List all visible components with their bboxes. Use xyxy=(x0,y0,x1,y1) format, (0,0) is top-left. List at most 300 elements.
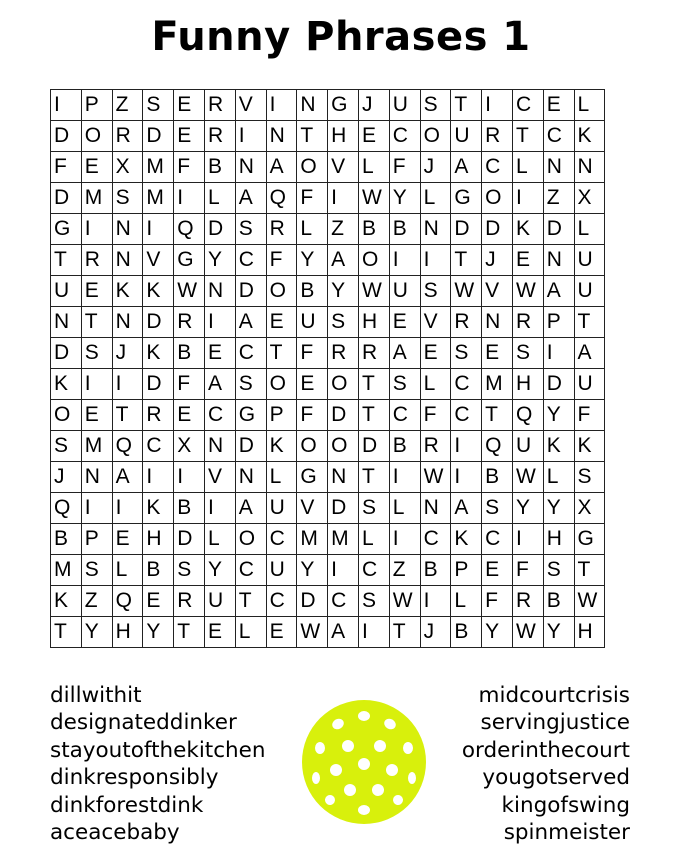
grid-cell: M xyxy=(297,524,328,555)
grid-cell: U xyxy=(574,245,605,276)
grid-cell: T xyxy=(574,555,605,586)
grid-cell: K xyxy=(543,431,574,462)
grid-cell: Y xyxy=(482,617,513,648)
word-list-item: stayoutofthekitchen xyxy=(50,737,266,763)
grid-cell: N xyxy=(543,152,574,183)
grid-cell: Q xyxy=(112,586,143,617)
grid-cell: E xyxy=(174,121,205,152)
grid-cell: R xyxy=(204,121,235,152)
grid-cell: K xyxy=(51,586,82,617)
grid-row xyxy=(51,586,605,617)
grid-cell: W xyxy=(358,183,389,214)
grid-cell: Z xyxy=(112,90,143,121)
grid-cell: J xyxy=(358,90,389,121)
grid-cell: E xyxy=(482,555,513,586)
grid-cell: M xyxy=(143,152,174,183)
grid-cell: I xyxy=(358,617,389,648)
grid-cell: I xyxy=(51,90,82,121)
grid-cell: B xyxy=(51,524,82,555)
grid-cell: N xyxy=(297,90,328,121)
grid-cell: H xyxy=(143,524,174,555)
grid-cell: W xyxy=(358,276,389,307)
grid-cell: V xyxy=(143,245,174,276)
grid-cell: D xyxy=(174,524,205,555)
grid-cell: F xyxy=(574,400,605,431)
grid-cell: X xyxy=(574,493,605,524)
grid-cell: B xyxy=(451,617,482,648)
grid-cell: F xyxy=(297,400,328,431)
grid-cell: D xyxy=(235,276,266,307)
grid-cell: E xyxy=(204,338,235,369)
grid-cell: I xyxy=(81,493,112,524)
grid-cell: M xyxy=(81,431,112,462)
grid-row xyxy=(51,214,605,245)
grid-cell: N xyxy=(420,493,451,524)
grid-cell: B xyxy=(174,493,205,524)
grid-cell: A xyxy=(112,462,143,493)
grid-cell: S xyxy=(358,493,389,524)
grid-cell: I xyxy=(174,462,205,493)
grid-cell: E xyxy=(174,400,205,431)
grid-cell: Z xyxy=(543,183,574,214)
grid-cell: C xyxy=(235,555,266,586)
grid-cell: A xyxy=(328,245,359,276)
grid-cell: Q xyxy=(112,431,143,462)
grid-cell: G xyxy=(297,462,328,493)
grid-cell: I xyxy=(451,462,482,493)
grid-cell: C xyxy=(451,369,482,400)
grid-cell: R xyxy=(112,121,143,152)
grid-cell: W xyxy=(389,586,420,617)
grid-cell: T xyxy=(358,462,389,493)
word-list-item: servingjustice xyxy=(480,710,630,736)
grid-cell: L xyxy=(204,524,235,555)
grid-cell: Y xyxy=(328,276,359,307)
grid-cell: C xyxy=(512,90,543,121)
grid-cell: S xyxy=(482,493,513,524)
grid-cell: I xyxy=(204,307,235,338)
grid-cell: I xyxy=(543,338,574,369)
grid-cell: C xyxy=(143,431,174,462)
grid-cell: R xyxy=(512,586,543,617)
grid-cell: I xyxy=(389,462,420,493)
grid-row xyxy=(51,617,605,648)
grid-cell: U xyxy=(451,121,482,152)
grid-cell: U xyxy=(266,493,297,524)
grid-cell: H xyxy=(112,617,143,648)
grid-cell: C xyxy=(328,586,359,617)
grid-cell: P xyxy=(81,90,112,121)
grid-cell: I xyxy=(143,214,174,245)
grid-cell: N xyxy=(574,152,605,183)
grid-cell: C xyxy=(358,555,389,586)
grid-cell: Y xyxy=(204,245,235,276)
grid-cell: W xyxy=(451,276,482,307)
grid-cell: T xyxy=(451,90,482,121)
grid-cell: S xyxy=(51,431,82,462)
grid-cell: E xyxy=(204,617,235,648)
word-list-item: designateddinker xyxy=(50,710,237,736)
grid-cell: D xyxy=(358,431,389,462)
grid-cell: I xyxy=(482,90,513,121)
grid-cell: F xyxy=(297,183,328,214)
grid-cell: J xyxy=(482,245,513,276)
grid-cell: D xyxy=(204,214,235,245)
grid-cell: T xyxy=(51,617,82,648)
grid-cell: N xyxy=(266,121,297,152)
grid-cell: I xyxy=(266,90,297,121)
grid-cell: B xyxy=(143,555,174,586)
grid-cell: P xyxy=(81,524,112,555)
grid-cell: O xyxy=(358,245,389,276)
grid-cell: T xyxy=(266,338,297,369)
grid-cell: C xyxy=(420,524,451,555)
grid-cell: B xyxy=(543,586,574,617)
grid-cell: T xyxy=(389,617,420,648)
grid-cell: Q xyxy=(51,493,82,524)
grid-cell: S xyxy=(235,214,266,245)
grid-cell: G xyxy=(174,245,205,276)
grid-cell: O xyxy=(297,152,328,183)
grid-cell: W xyxy=(512,462,543,493)
grid-cell: N xyxy=(420,214,451,245)
grid-cell: W xyxy=(512,617,543,648)
grid-cell: L xyxy=(389,493,420,524)
grid-cell: U xyxy=(574,369,605,400)
grid-cell: Q xyxy=(266,183,297,214)
grid-cell: A xyxy=(204,369,235,400)
word-list-item: kingofswing xyxy=(501,792,630,818)
grid-row xyxy=(51,152,605,183)
grid-cell: D xyxy=(482,214,513,245)
grid-cell: T xyxy=(51,245,82,276)
grid-cell: J xyxy=(112,338,143,369)
grid-cell: U xyxy=(266,555,297,586)
grid-cell: C xyxy=(204,400,235,431)
grid-cell: T xyxy=(482,400,513,431)
grid-cell: E xyxy=(143,586,174,617)
grid-cell: V xyxy=(420,307,451,338)
word-list-item: dinkresponsibly xyxy=(50,765,219,791)
grid-row xyxy=(51,524,605,555)
grid-cell: T xyxy=(512,121,543,152)
grid-cell: D xyxy=(328,400,359,431)
grid-row xyxy=(51,400,605,431)
grid-cell: B xyxy=(389,214,420,245)
grid-cell: J xyxy=(51,462,82,493)
grid-cell: Z xyxy=(81,586,112,617)
grid-cell: R xyxy=(512,307,543,338)
grid-cell: S xyxy=(112,183,143,214)
grid-cell: F xyxy=(389,152,420,183)
grid-cell: E xyxy=(112,524,143,555)
grid-cell: O xyxy=(328,369,359,400)
grid-cell: A xyxy=(235,307,266,338)
grid-cell: D xyxy=(543,214,574,245)
grid-cell: K xyxy=(451,524,482,555)
grid-cell: E xyxy=(482,338,513,369)
grid-cell: R xyxy=(420,431,451,462)
grid-cell: E xyxy=(543,90,574,121)
grid-cell: O xyxy=(266,369,297,400)
grid-cell: R xyxy=(143,400,174,431)
word-list-item: dinkforestdink xyxy=(50,792,204,818)
grid-cell: W xyxy=(297,617,328,648)
grid-cell: D xyxy=(543,369,574,400)
grid-cell: I xyxy=(389,245,420,276)
grid-cell: O xyxy=(328,431,359,462)
grid-row xyxy=(51,338,605,369)
grid-cell: I xyxy=(112,493,143,524)
grid-cell: C xyxy=(482,524,513,555)
grid-cell: Y xyxy=(512,493,543,524)
word-list-left xyxy=(50,682,266,846)
grid-cell: H xyxy=(543,524,574,555)
grid-cell: F xyxy=(512,555,543,586)
grid-cell: S xyxy=(358,586,389,617)
grid-cell: U xyxy=(389,90,420,121)
grid-cell: K xyxy=(574,121,605,152)
grid-cell: K xyxy=(112,276,143,307)
grid-cell: M xyxy=(328,524,359,555)
grid-cell: P xyxy=(451,555,482,586)
grid-cell: W xyxy=(574,586,605,617)
grid-cell: I xyxy=(328,183,359,214)
grid-row xyxy=(51,307,605,338)
grid-row xyxy=(51,555,605,586)
grid-cell: D xyxy=(51,183,82,214)
grid-cell: H xyxy=(328,121,359,152)
grid-cell: A xyxy=(235,183,266,214)
grid-cell: N xyxy=(51,307,82,338)
grid-cell: S xyxy=(81,338,112,369)
grid-cell: O xyxy=(266,276,297,307)
grid-cell: V xyxy=(297,493,328,524)
grid-cell: D xyxy=(143,121,174,152)
grid-cell: C xyxy=(235,338,266,369)
grid-cell: I xyxy=(328,555,359,586)
grid-cell: R xyxy=(174,307,205,338)
grid-cell: P xyxy=(266,400,297,431)
grid-cell: L xyxy=(235,617,266,648)
grid-cell: N xyxy=(81,462,112,493)
grid-cell: I xyxy=(512,183,543,214)
grid-cell: S xyxy=(235,369,266,400)
grid-cell: C xyxy=(266,524,297,555)
grid-cell: D xyxy=(143,307,174,338)
grid-cell: K xyxy=(143,338,174,369)
grid-row xyxy=(51,493,605,524)
grid-cell: S xyxy=(574,462,605,493)
grid-cell: H xyxy=(574,617,605,648)
grid-cell: D xyxy=(328,493,359,524)
grid-cell: X xyxy=(112,152,143,183)
grid-cell: D xyxy=(451,214,482,245)
grid-cell: A xyxy=(235,493,266,524)
grid-cell: I xyxy=(420,245,451,276)
grid-cell: L xyxy=(266,462,297,493)
grid-cell: E xyxy=(297,369,328,400)
grid-cell: A xyxy=(451,152,482,183)
grid-cell: L xyxy=(112,555,143,586)
grid-row xyxy=(51,121,605,152)
grid-cell: I xyxy=(451,431,482,462)
grid-cell: T xyxy=(235,586,266,617)
grid-cell: R xyxy=(204,90,235,121)
grid-cell: W xyxy=(420,462,451,493)
grid-cell: U xyxy=(204,586,235,617)
grid-row xyxy=(51,431,605,462)
grid-cell: A xyxy=(266,152,297,183)
grid-cell: F xyxy=(482,586,513,617)
grid-cell: C xyxy=(235,245,266,276)
grid-cell: B xyxy=(389,431,420,462)
grid-cell: Y xyxy=(297,555,328,586)
grid-cell: S xyxy=(512,338,543,369)
grid-cell: F xyxy=(297,338,328,369)
grid-cell: I xyxy=(81,369,112,400)
grid-cell: K xyxy=(143,493,174,524)
grid-cell: A xyxy=(328,617,359,648)
grid-cell: Y xyxy=(543,400,574,431)
grid-cell: C xyxy=(389,121,420,152)
grid-cell: O xyxy=(51,400,82,431)
grid-cell: B xyxy=(482,462,513,493)
grid-cell: G xyxy=(51,214,82,245)
grid-cell: S xyxy=(143,90,174,121)
grid-cell: R xyxy=(482,121,513,152)
grid-cell: F xyxy=(420,400,451,431)
page-title: Funny Phrases 1 xyxy=(151,14,531,60)
grid-cell: V xyxy=(482,276,513,307)
grid-cell: E xyxy=(420,338,451,369)
grid-cell: L xyxy=(574,90,605,121)
grid-row xyxy=(51,90,605,121)
grid-cell: Q xyxy=(482,431,513,462)
grid-cell: H xyxy=(358,307,389,338)
grid-cell: K xyxy=(266,431,297,462)
word-list-item: aceacebaby xyxy=(50,820,180,846)
grid-cell: T xyxy=(451,245,482,276)
grid-cell: E xyxy=(389,307,420,338)
grid-cell: E xyxy=(266,617,297,648)
grid-cell: G xyxy=(235,400,266,431)
grid-cell: Q xyxy=(512,400,543,431)
grid-cell: N xyxy=(204,276,235,307)
grid-cell: E xyxy=(174,90,205,121)
grid-cell: T xyxy=(297,121,328,152)
grid-cell: D xyxy=(143,369,174,400)
grid-cell: L xyxy=(204,183,235,214)
grid-cell: M xyxy=(482,369,513,400)
grid-cell: R xyxy=(81,245,112,276)
grid-cell: R xyxy=(266,214,297,245)
grid-cell: D xyxy=(51,338,82,369)
grid-cell: E xyxy=(81,276,112,307)
grid-cell: L xyxy=(358,152,389,183)
grid-cell: N xyxy=(112,307,143,338)
grid-cell: I xyxy=(420,586,451,617)
grid-cell: I xyxy=(81,214,112,245)
grid-cell: J xyxy=(420,152,451,183)
grid-cell: A xyxy=(543,276,574,307)
grid-cell: I xyxy=(143,462,174,493)
grid-cell: B xyxy=(204,152,235,183)
word-list-item: orderinthecourt xyxy=(461,737,630,763)
grid-cell: U xyxy=(574,276,605,307)
grid-cell: K xyxy=(143,276,174,307)
word-list-item: yougotserved xyxy=(482,765,630,791)
grid-cell: E xyxy=(266,307,297,338)
grid-cell: N xyxy=(235,152,266,183)
grid-cell: K xyxy=(51,369,82,400)
grid-cell: B xyxy=(174,338,205,369)
grid-cell: T xyxy=(174,617,205,648)
grid-cell: U xyxy=(389,276,420,307)
grid-cell: Y xyxy=(143,617,174,648)
grid-cell: N xyxy=(543,245,574,276)
word-list-item: dillwithit xyxy=(50,683,142,708)
grid-cell: E xyxy=(512,245,543,276)
grid-cell: L xyxy=(512,152,543,183)
word-list-item: midcourtcrisis xyxy=(478,683,630,708)
grid-cell: S xyxy=(389,369,420,400)
grid-cell: G xyxy=(451,183,482,214)
grid-cell: I xyxy=(204,493,235,524)
grid-cell: Z xyxy=(328,214,359,245)
grid-cell: J xyxy=(420,617,451,648)
grid-cell: D xyxy=(51,121,82,152)
grid-row xyxy=(51,369,605,400)
grid-cell: O xyxy=(81,121,112,152)
grid-cell: M xyxy=(51,555,82,586)
grid-cell: N xyxy=(112,214,143,245)
grid-cell: U xyxy=(297,307,328,338)
grid-cell: R xyxy=(451,307,482,338)
grid-cell: G xyxy=(328,90,359,121)
grid-cell: C xyxy=(482,152,513,183)
grid-cell: L xyxy=(451,586,482,617)
grid-cell: V xyxy=(235,90,266,121)
grid-cell: C xyxy=(451,400,482,431)
grid-cell: N xyxy=(235,462,266,493)
grid-cell: C xyxy=(389,400,420,431)
grid-cell: H xyxy=(512,369,543,400)
grid-cell: L xyxy=(358,524,389,555)
word-list-right xyxy=(462,682,630,846)
grid-cell: A xyxy=(389,338,420,369)
grid-cell: O xyxy=(235,524,266,555)
grid-cell: S xyxy=(328,307,359,338)
grid-cell: V xyxy=(328,152,359,183)
grid-cell: F xyxy=(174,369,205,400)
grid-cell: D xyxy=(235,431,266,462)
grid-cell: T xyxy=(81,307,112,338)
grid-cell: T xyxy=(574,307,605,338)
grid-cell: N xyxy=(112,245,143,276)
grid-cell: Y xyxy=(81,617,112,648)
grid-cell: I xyxy=(112,369,143,400)
grid-cell: W xyxy=(512,276,543,307)
grid-cell: N xyxy=(328,462,359,493)
grid-cell: S xyxy=(420,90,451,121)
grid-cell: G xyxy=(574,524,605,555)
grid-cell: D xyxy=(297,586,328,617)
grid-cell: L xyxy=(297,214,328,245)
grid-cell: I xyxy=(512,524,543,555)
grid-cell: Y xyxy=(204,555,235,586)
grid-cell: L xyxy=(543,462,574,493)
